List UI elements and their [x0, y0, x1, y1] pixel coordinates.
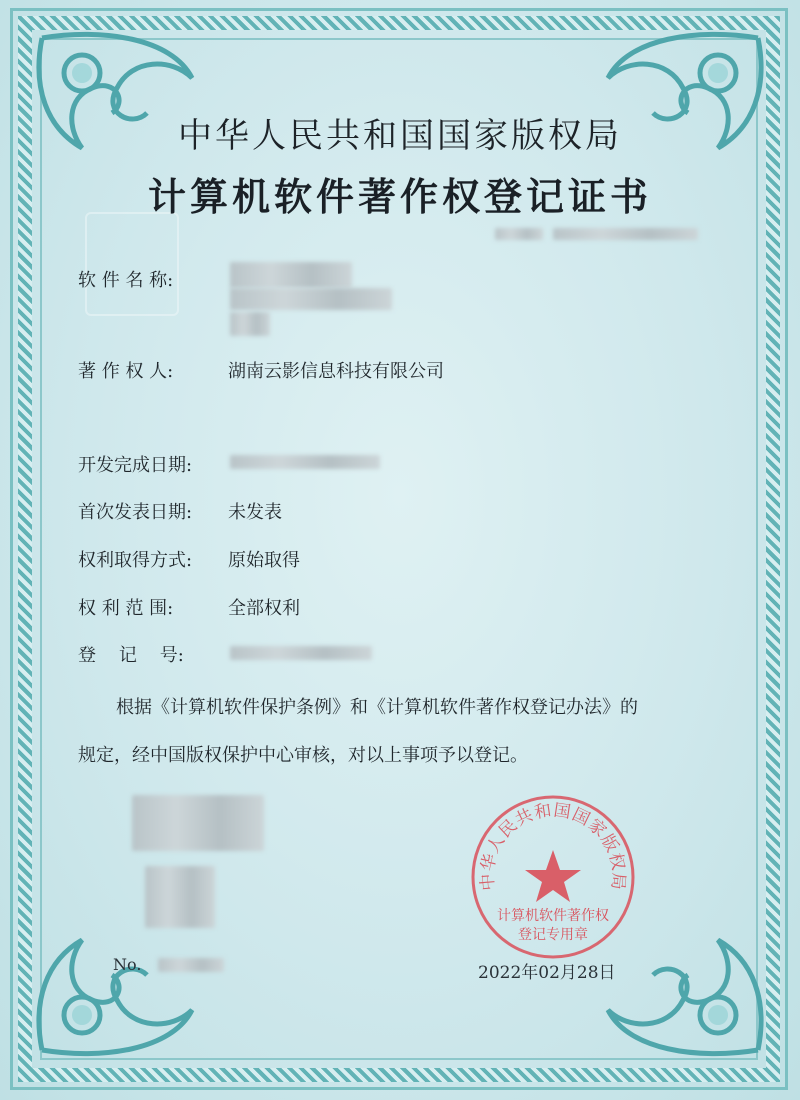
acquisition-method-row	[78, 546, 300, 572]
redacted-software-name-line3	[230, 312, 270, 336]
redacted-registration-number	[230, 646, 372, 660]
completion-date-label: 开发完成日期:	[78, 455, 193, 476]
rights-scope-label: 权 利 范 围:	[78, 598, 174, 619]
issuer-title: 中华人民共和国国家版权局	[178, 116, 622, 156]
issue-date: 2022年02月28日	[478, 963, 616, 983]
seal-center-line-1: 计算机软件著作权	[497, 908, 609, 924]
certificate-number-label: No.	[113, 955, 142, 974]
redacted-completion-date	[230, 455, 380, 469]
first-publication-label: 首次发表日期:	[78, 502, 193, 523]
redacted-certificate-number	[158, 958, 224, 972]
first-publication-value: 未发表	[228, 502, 282, 523]
watermark-emblem	[85, 212, 179, 316]
seal-ring-text: 中华人民共和国国家版权局	[477, 800, 629, 892]
redacted-serial-number	[553, 228, 698, 240]
copyright-owner-row	[78, 357, 444, 383]
acquisition-method-label: 权利取得方式:	[78, 550, 193, 571]
copyright-owner-value: 湖南云影信息科技有限公司	[228, 361, 444, 382]
first-publication-row	[78, 498, 282, 524]
redacted-serial-prefix	[495, 228, 543, 240]
completion-date-row	[78, 451, 228, 477]
registration-number-row	[78, 641, 228, 667]
rights-scope-value: 全部权利	[228, 598, 300, 619]
redacted-software-name-line1	[230, 262, 352, 288]
registration-number-label: 登 记 号:	[78, 645, 184, 666]
redacted-qr-code-top	[132, 795, 264, 851]
seal-center-line-2: 登记专用章	[518, 927, 588, 943]
redacted-qr-code-bottom	[145, 866, 215, 928]
statement-line-2: 规定，经中国版权保护中心审核，对以上事项予以登记。	[78, 745, 528, 766]
statement-line-1: 根据《计算机软件保护条例》和《计算机软件著作权登记办法》的	[116, 697, 638, 718]
copyright-owner-label: 著 作 权 人:	[78, 361, 174, 382]
certificate-title: 计算机软件著作权登记证书	[147, 174, 652, 219]
software-name-row	[78, 266, 228, 292]
software-name-label: 软 件 名 称:	[78, 270, 174, 291]
acquisition-method-value: 原始取得	[228, 550, 300, 571]
redacted-software-name-line2	[230, 288, 392, 310]
statement-paragraph	[78, 684, 728, 780]
official-seal	[468, 792, 638, 962]
corner-ornament-bottom-left	[22, 920, 212, 1070]
rights-scope-row	[78, 594, 300, 620]
